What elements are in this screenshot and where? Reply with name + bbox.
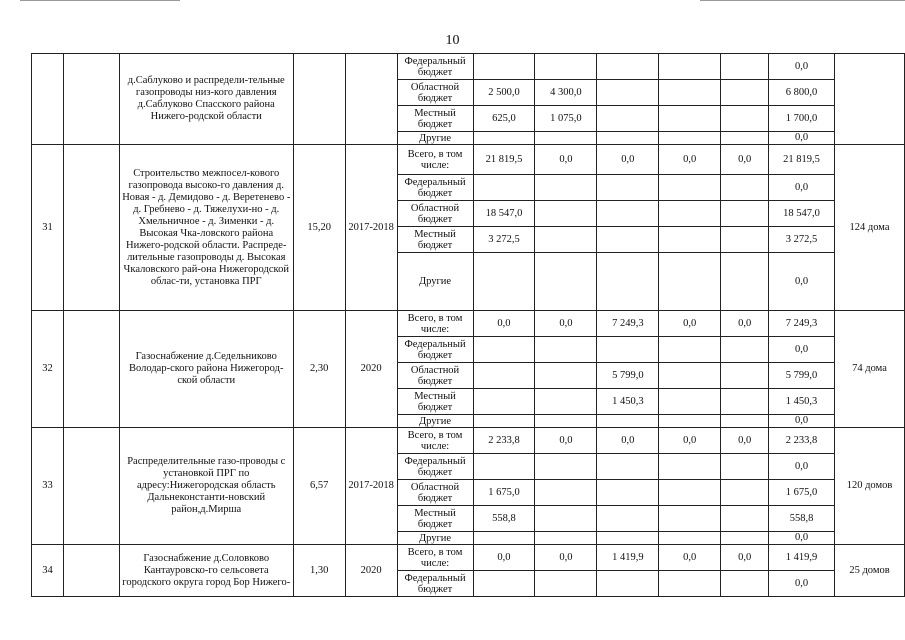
amount-cell: 0,0 bbox=[597, 428, 659, 454]
amount-cell bbox=[721, 480, 769, 506]
amount-cell bbox=[473, 571, 535, 597]
empty-cell bbox=[63, 145, 119, 311]
amount-cell: 1 675,0 bbox=[769, 480, 835, 506]
amount-cell: 1 450,3 bbox=[769, 389, 835, 415]
top-rule-right bbox=[700, 0, 905, 1]
table-row bbox=[32, 428, 905, 454]
funding-source: Областной бюджет bbox=[397, 480, 473, 506]
amount-cell bbox=[659, 106, 721, 132]
amount-cell: 21 819,5 bbox=[769, 145, 835, 175]
object-description: Газоснабжение д.Седельниково Володар-ского района Нижегород-ской области bbox=[119, 311, 293, 428]
amount-cell bbox=[473, 54, 535, 80]
amount-cell bbox=[721, 363, 769, 389]
pipeline-length: 15,20 bbox=[293, 145, 345, 311]
amount-cell bbox=[473, 532, 535, 545]
amount-cell bbox=[597, 175, 659, 201]
amount-cell bbox=[721, 506, 769, 532]
amount-cell: 558,8 bbox=[769, 506, 835, 532]
amount-cell bbox=[721, 454, 769, 480]
amount-cell bbox=[535, 337, 597, 363]
funding-source: Местный бюджет bbox=[397, 227, 473, 253]
empty-cell bbox=[63, 545, 119, 597]
amount-cell bbox=[721, 80, 769, 106]
amount-cell bbox=[721, 571, 769, 597]
object-description: д.Саблуково и распредели-тельные газопроводы низ-кого давления д.Саблуково Спасского района Нижего-родской области bbox=[119, 54, 293, 145]
funding-source: Местный бюджет bbox=[397, 506, 473, 532]
amount-cell bbox=[597, 532, 659, 545]
amount-cell: 5 799,0 bbox=[597, 363, 659, 389]
empty-cell bbox=[63, 54, 119, 145]
amount-cell: 3 272,5 bbox=[769, 227, 835, 253]
amount-cell: 2 233,8 bbox=[473, 428, 535, 454]
object-description: Строительство межпосел-кового газопровода высоко-го давления д. Новая - д. Демидово - д. Веретенево - д. Гребнево - д. Тяжелухи-но - д. Хмельничное - д. Зименки - д. Высокая Чка-ловского района Нижего-родской области. Распреде-лительные газопроводы д. Высокая Чкаловского рай-она Нижегородской облас-ти, установка ПРГ bbox=[119, 145, 293, 311]
amount-cell bbox=[659, 201, 721, 227]
amount-cell bbox=[721, 106, 769, 132]
amount-cell bbox=[473, 132, 535, 145]
amount-cell bbox=[721, 532, 769, 545]
row-number: 34 bbox=[32, 545, 64, 597]
amount-cell bbox=[473, 175, 535, 201]
amount-cell: 1 700,0 bbox=[769, 106, 835, 132]
top-rule-left bbox=[20, 0, 180, 1]
amount-cell bbox=[535, 363, 597, 389]
amount-cell bbox=[659, 389, 721, 415]
amount-cell bbox=[659, 227, 721, 253]
amount-cell: 0,0 bbox=[659, 145, 721, 175]
amount-cell bbox=[535, 454, 597, 480]
amount-cell: 1 419,9 bbox=[769, 545, 835, 571]
amount-cell bbox=[597, 106, 659, 132]
implementation-years bbox=[345, 54, 397, 145]
amount-cell: 0,0 bbox=[769, 415, 835, 428]
pipeline-length bbox=[293, 54, 345, 145]
row-number: 31 bbox=[32, 145, 64, 311]
amount-cell bbox=[597, 80, 659, 106]
amount-cell bbox=[659, 506, 721, 532]
result-houses: 74 дома bbox=[835, 311, 905, 428]
amount-cell bbox=[597, 454, 659, 480]
result-houses bbox=[835, 54, 905, 145]
implementation-years: 2017-2018 bbox=[345, 428, 397, 545]
table-row bbox=[32, 145, 905, 175]
amount-cell bbox=[597, 571, 659, 597]
empty-cell bbox=[63, 428, 119, 545]
implementation-years: 2020 bbox=[345, 545, 397, 597]
funding-source: Областной бюджет bbox=[397, 363, 473, 389]
pipeline-length: 6,57 bbox=[293, 428, 345, 545]
amount-cell bbox=[535, 253, 597, 311]
amount-cell bbox=[659, 454, 721, 480]
amount-cell: 0,0 bbox=[721, 311, 769, 337]
amount-cell: 0,0 bbox=[769, 54, 835, 80]
amount-cell bbox=[597, 54, 659, 80]
result-houses: 25 домов bbox=[835, 545, 905, 597]
row-number: 32 bbox=[32, 311, 64, 428]
amount-cell bbox=[721, 132, 769, 145]
amount-cell bbox=[721, 201, 769, 227]
amount-cell: 3 272,5 bbox=[473, 227, 535, 253]
amount-cell: 0,0 bbox=[535, 311, 597, 337]
amount-cell bbox=[721, 415, 769, 428]
amount-cell bbox=[721, 227, 769, 253]
amount-cell: 0,0 bbox=[769, 175, 835, 201]
amount-cell bbox=[597, 253, 659, 311]
amount-cell bbox=[473, 363, 535, 389]
amount-cell: 0,0 bbox=[769, 132, 835, 145]
amount-cell bbox=[597, 415, 659, 428]
amount-cell: 18 547,0 bbox=[769, 201, 835, 227]
amount-cell: 0,0 bbox=[769, 571, 835, 597]
amount-cell bbox=[473, 337, 535, 363]
amount-cell: 18 547,0 bbox=[473, 201, 535, 227]
implementation-years: 2017-2018 bbox=[345, 145, 397, 311]
funding-source: Областной бюджет bbox=[397, 80, 473, 106]
amount-cell bbox=[659, 132, 721, 145]
amount-cell: 0,0 bbox=[659, 311, 721, 337]
amount-cell bbox=[659, 253, 721, 311]
funding-source: Другие bbox=[397, 132, 473, 145]
amount-cell bbox=[597, 201, 659, 227]
funding-source: Федеральный бюджет bbox=[397, 54, 473, 80]
amount-cell: 0,0 bbox=[769, 337, 835, 363]
amount-cell bbox=[473, 454, 535, 480]
amount-cell bbox=[535, 506, 597, 532]
amount-cell: 21 819,5 bbox=[473, 145, 535, 175]
amount-cell: 1 075,0 bbox=[535, 106, 597, 132]
pipeline-length: 2,30 bbox=[293, 311, 345, 428]
funding-source: Федеральный бюджет bbox=[397, 175, 473, 201]
amount-cell bbox=[473, 389, 535, 415]
funding-source: Федеральный бюджет bbox=[397, 571, 473, 597]
amount-cell bbox=[597, 337, 659, 363]
amount-cell bbox=[597, 480, 659, 506]
table-row bbox=[32, 54, 905, 80]
amount-cell bbox=[721, 389, 769, 415]
amount-cell: 1 450,3 bbox=[597, 389, 659, 415]
amount-cell bbox=[659, 175, 721, 201]
implementation-years: 2020 bbox=[345, 311, 397, 428]
amount-cell bbox=[659, 54, 721, 80]
amount-cell bbox=[721, 337, 769, 363]
amount-cell bbox=[659, 571, 721, 597]
amount-cell: 0,0 bbox=[721, 428, 769, 454]
funding-source: Федеральный бюджет bbox=[397, 337, 473, 363]
funding-source: Всего, в том числе: bbox=[397, 545, 473, 571]
amount-cell bbox=[535, 415, 597, 428]
amount-cell bbox=[535, 54, 597, 80]
amount-cell bbox=[535, 132, 597, 145]
amount-cell: 0,0 bbox=[721, 145, 769, 175]
amount-cell bbox=[659, 415, 721, 428]
amount-cell bbox=[721, 175, 769, 201]
amount-cell: 2 500,0 bbox=[473, 80, 535, 106]
amount-cell bbox=[659, 532, 721, 545]
result-houses: 124 дома bbox=[835, 145, 905, 311]
amount-cell bbox=[473, 415, 535, 428]
amount-cell: 7 249,3 bbox=[597, 311, 659, 337]
row-number: 33 bbox=[32, 428, 64, 545]
amount-cell bbox=[535, 227, 597, 253]
funding-source: Всего, в том числе: bbox=[397, 145, 473, 175]
amount-cell: 0,0 bbox=[659, 428, 721, 454]
funding-source: Другие bbox=[397, 253, 473, 311]
amount-cell: 0,0 bbox=[597, 145, 659, 175]
amount-cell bbox=[659, 363, 721, 389]
amount-cell: 625,0 bbox=[473, 106, 535, 132]
amount-cell bbox=[659, 80, 721, 106]
amount-cell bbox=[721, 54, 769, 80]
amount-cell: 0,0 bbox=[769, 532, 835, 545]
amount-cell bbox=[473, 253, 535, 311]
amount-cell: 0,0 bbox=[769, 454, 835, 480]
table-row bbox=[32, 545, 905, 571]
amount-cell: 0,0 bbox=[769, 253, 835, 311]
row-number bbox=[32, 54, 64, 145]
funding-source: Областной бюджет bbox=[397, 201, 473, 227]
amount-cell: 0,0 bbox=[473, 311, 535, 337]
gasification-program-table bbox=[31, 53, 905, 597]
page-number: 10 bbox=[445, 33, 460, 48]
amount-cell bbox=[721, 253, 769, 311]
amount-cell bbox=[597, 132, 659, 145]
amount-cell: 5 799,0 bbox=[769, 363, 835, 389]
amount-cell: 1 419,9 bbox=[597, 545, 659, 571]
amount-cell bbox=[535, 571, 597, 597]
amount-cell bbox=[659, 480, 721, 506]
amount-cell bbox=[597, 506, 659, 532]
funding-source: Всего, в том числе: bbox=[397, 311, 473, 337]
object-description: Газоснабжение д.Соловково Кантауровско-го сельсовета городского округа город Бор Нижего- bbox=[119, 545, 293, 597]
amount-cell: 4 300,0 bbox=[535, 80, 597, 106]
amount-cell: 0,0 bbox=[659, 545, 721, 571]
amount-cell: 1 675,0 bbox=[473, 480, 535, 506]
amount-cell: 0,0 bbox=[473, 545, 535, 571]
amount-cell: 0,0 bbox=[535, 428, 597, 454]
amount-cell bbox=[597, 227, 659, 253]
amount-cell: 2 233,8 bbox=[769, 428, 835, 454]
amount-cell: 0,0 bbox=[721, 545, 769, 571]
amount-cell: 0,0 bbox=[535, 145, 597, 175]
pipeline-length: 1,30 bbox=[293, 545, 345, 597]
funding-source: Всего, в том числе: bbox=[397, 428, 473, 454]
amount-cell bbox=[535, 480, 597, 506]
empty-cell bbox=[63, 311, 119, 428]
funding-source: Местный бюджет bbox=[397, 106, 473, 132]
amount-cell bbox=[535, 175, 597, 201]
amount-cell: 7 249,3 bbox=[769, 311, 835, 337]
amount-cell bbox=[535, 201, 597, 227]
amount-cell: 6 800,0 bbox=[769, 80, 835, 106]
amount-cell bbox=[535, 389, 597, 415]
amount-cell bbox=[659, 337, 721, 363]
funding-source: Местный бюджет bbox=[397, 389, 473, 415]
object-description: Распределительные газо-проводы с установкой ПРГ по адресу:Нижегородская область Дальнеконстанти-новский район,д.Мирша bbox=[119, 428, 293, 545]
table-row bbox=[32, 311, 905, 337]
amount-cell bbox=[535, 532, 597, 545]
amount-cell: 0,0 bbox=[535, 545, 597, 571]
funding-source: Другие bbox=[397, 415, 473, 428]
funding-source: Федеральный бюджет bbox=[397, 454, 473, 480]
funding-source: Другие bbox=[397, 532, 473, 545]
amount-cell: 558,8 bbox=[473, 506, 535, 532]
result-houses: 120 домов bbox=[835, 428, 905, 545]
